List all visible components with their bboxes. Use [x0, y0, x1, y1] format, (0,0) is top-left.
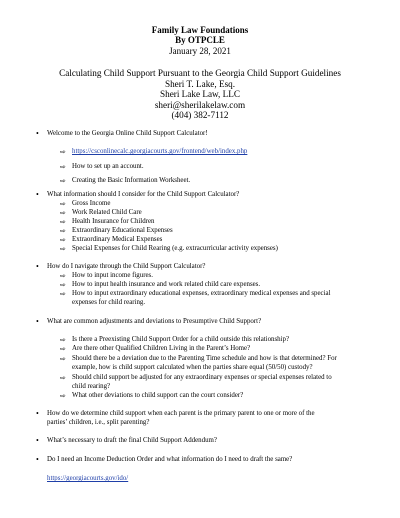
section-4-item-continued: example, how is child support calculated when the parties share equal (50/50) custody? — [72, 364, 313, 371]
author-name: Sheri T. Lake, Esq. — [164, 78, 236, 89]
calculator-link[interactable]: https://csconlinecalc.georgiacourts.gov/frontend/web/index.php — [72, 148, 248, 155]
arrow-icon: ⇨ — [60, 345, 66, 353]
section-3-item: How to input health insurance and work related child care expenses. — [72, 281, 261, 288]
section-3-item: How to input income figures. — [72, 272, 153, 279]
arrow-icon: ⇨ — [60, 392, 66, 400]
section-7-title: Do I need an Income Deduction Order and what information do I need to draft the same? — [47, 456, 293, 463]
section-2-item: Health Insurance for Children — [72, 218, 155, 225]
section-4-item: What other deviations to child support can the court consider? — [72, 392, 244, 399]
section-5-title: How do we determine child support when each parent is the primary parent to one or more of the — [47, 410, 315, 417]
arrow-icon: ⇨ — [60, 209, 66, 217]
section-4-item: Should child support be adjusted for any extraordinary expenses or special expenses related to — [72, 374, 332, 381]
section-4-item-continued: child rearing? — [72, 383, 111, 390]
arrow-icon: ⇨ — [60, 374, 66, 382]
section-6-title: What’s necessary to draft the final Child Support Addendum? — [47, 437, 217, 444]
section-2-item: Extraordinary Educational Expenses — [72, 227, 173, 234]
author-email: sheri@sherilakelaw.com — [154, 99, 246, 110]
arrow-icon: ⇨ — [60, 236, 66, 244]
arrow-icon: ⇨ — [60, 355, 66, 363]
section-2-item: Extraordinary Medical Expenses — [72, 236, 163, 243]
section-5-title-continued: parties’ children, i.e., split parenting? — [47, 419, 150, 426]
arrow-icon: ⇨ — [60, 281, 66, 289]
arrow-icon: ⇨ — [60, 245, 66, 253]
section-4-item: Are there other Qualified Children Living in the Parent’s Home? — [72, 345, 251, 352]
section-4-item: Is there a Preexisting Child Support Order for a child outside this relationship? — [72, 336, 290, 343]
bullet-icon: • — [36, 455, 39, 464]
bullet-icon: • — [36, 409, 39, 418]
section-2-item: Gross Income — [72, 200, 111, 207]
ido-link[interactable]: https://georgiacourts.gov/ido/ — [47, 475, 129, 482]
section-4-item: Should there be a deviation due to the Parenting Time schedule and how is that determined? For — [72, 355, 337, 362]
section-1-item: Creating the Basic Information Worksheet. — [72, 177, 191, 184]
document-header — [0, 25, 400, 56]
section-3-title: How do I navigate through the Child Support Calculator? — [47, 263, 206, 270]
section-4-title: What are common adjustments and deviations to Presumptive Child Support? — [47, 318, 262, 325]
firm-name: Sheri Lake Law, LLC — [159, 89, 241, 100]
document-subheader — [0, 68, 400, 121]
arrow-icon: ⇨ — [60, 200, 66, 208]
document-subtitle: Calculating Child Support Pursuant to the Georgia Child Support Guidelines — [59, 68, 341, 78]
arrow-icon: ⇨ — [60, 218, 66, 226]
bullet-icon: • — [36, 317, 39, 326]
section-1-title: Welcome to the Georgia Online Child Support Calculator! — [47, 130, 208, 137]
section-3-item-continued: expenses for child rearing. — [72, 299, 146, 306]
arrow-icon: ⇨ — [60, 336, 66, 344]
section-2-item: Special Expenses for Child Rearing (e.g. extracurricular activity expenses) — [72, 245, 278, 252]
bullet-icon: • — [36, 436, 39, 445]
author-phone: (404) 382-7112 — [171, 110, 229, 121]
document-org: By OTPCLE — [175, 35, 225, 46]
document-date: January 28, 2021 — [169, 45, 231, 56]
bullet-icon: • — [36, 129, 39, 138]
section-2-item: Work Related Child Care — [72, 209, 142, 216]
arrow-icon: ⇨ — [60, 177, 66, 185]
document-title: Family Law Foundations — [151, 25, 249, 35]
section-1-item: How to set up an account. — [72, 163, 144, 170]
arrow-icon: ⇨ — [60, 272, 66, 280]
arrow-icon: ⇨ — [60, 163, 66, 171]
arrow-icon: ⇨ — [60, 227, 66, 235]
bullet-icon: • — [36, 190, 39, 199]
section-3-item: How to input extraordinary educational expenses, extraordinary medical expenses and special — [72, 290, 331, 297]
section-2-title: What information should I consider for the Child Support Calculator? — [47, 191, 240, 198]
arrow-icon: ⇨ — [60, 148, 66, 156]
bullet-icon: • — [36, 262, 39, 271]
arrow-icon: ⇨ — [60, 290, 66, 298]
